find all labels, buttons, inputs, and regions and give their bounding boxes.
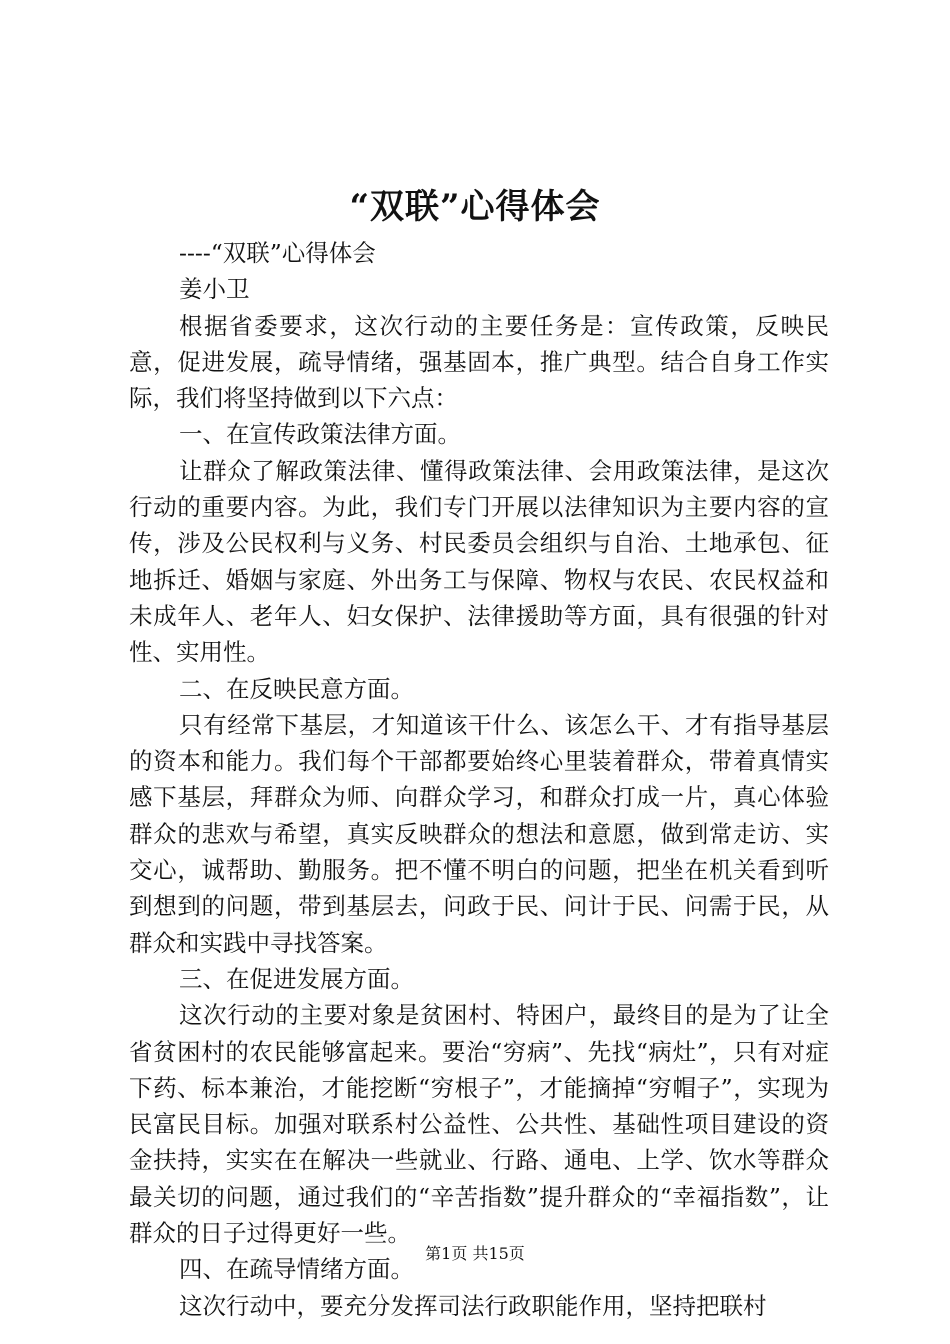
document-body (129, 235, 829, 1324)
author-name: 姜小卫 (179, 275, 250, 304)
section-paragraph-4: 这次行动中，要充分发挥司法行政职能作用，坚持把联村 (179, 1291, 767, 1320)
intro-paragraph: 根据省委要求，这次行动的主要任务是：宣传政策，反映民意，促进发展，疏导情绪，强基固本，推广典型。结合自身工作实际，我们将坚持做到以下六点： (129, 311, 829, 413)
document-title: “双联”心得体会 (349, 187, 601, 227)
section-heading-3: 三、在促进发展方面。 (179, 964, 414, 993)
page-number-footer: 第1页 共15页 (425, 1244, 525, 1263)
subtitle-line: ----“双联”心得体会 (179, 239, 376, 267)
section-paragraph-1: 让群众了解政策法律、懂得政策法律、会用政策法律，是这次行动的重要内容。为此，我们专门开展以法律知识为主要内容的宣传，涉及公民权利与义务、村民委员会组织与自治、土地承包、征地拆迁、婚姻与家庭、外出务工与保障、物权与农民、农民权益和未成年人、老年人、妇女保护、法律援助等方面，具有很强的针对性、实用性。 (129, 456, 829, 667)
section-heading-1: 一、在宣传政策法律方面。 (179, 420, 461, 449)
section-paragraph-2: 只有经常下基层，才知道该干什么、该怎么干、才有指导基层的资本和能力。我们每个干部都要始终心里装着群众，带着真情实感下基层，拜群众为师、向群众学习，和群众打成一片，真心体验群众的悲欢与希望，真实反映群众的想法和意愿，做到常走访、实交心，诚帮助、勤服务。把不懂不明白的问题，把坐在机关看到听到想到的问题，带到基层去，问政于民、问计于民、问需于民，从群众和实践中寻找答案。 (129, 710, 829, 957)
section-heading-4: 四、在疏导情绪方面。 (179, 1255, 414, 1284)
section-paragraph-3: 这次行动的主要对象是贫困村、特困户，最终目的是为了让全省贫困村的农民能够富起来。要治“穷病”、先找“病灶”，只有对症下药、标本兼治，才能挖断“穷根子”，才能摘掉“穷帽子”，实现为民富民目标。加强对联系村公益性、公共性、基础性项目建设的资金扶持，实实在在解决一些就业、行路、通电、上学、饮水等群众最关切的问题，通过我们的“辛苦指数”提升群众的“幸福指数”，让群众的日子过得更好一些。 (129, 1001, 829, 1248)
section-heading-2: 二、在反映民意方面。 (179, 674, 414, 703)
